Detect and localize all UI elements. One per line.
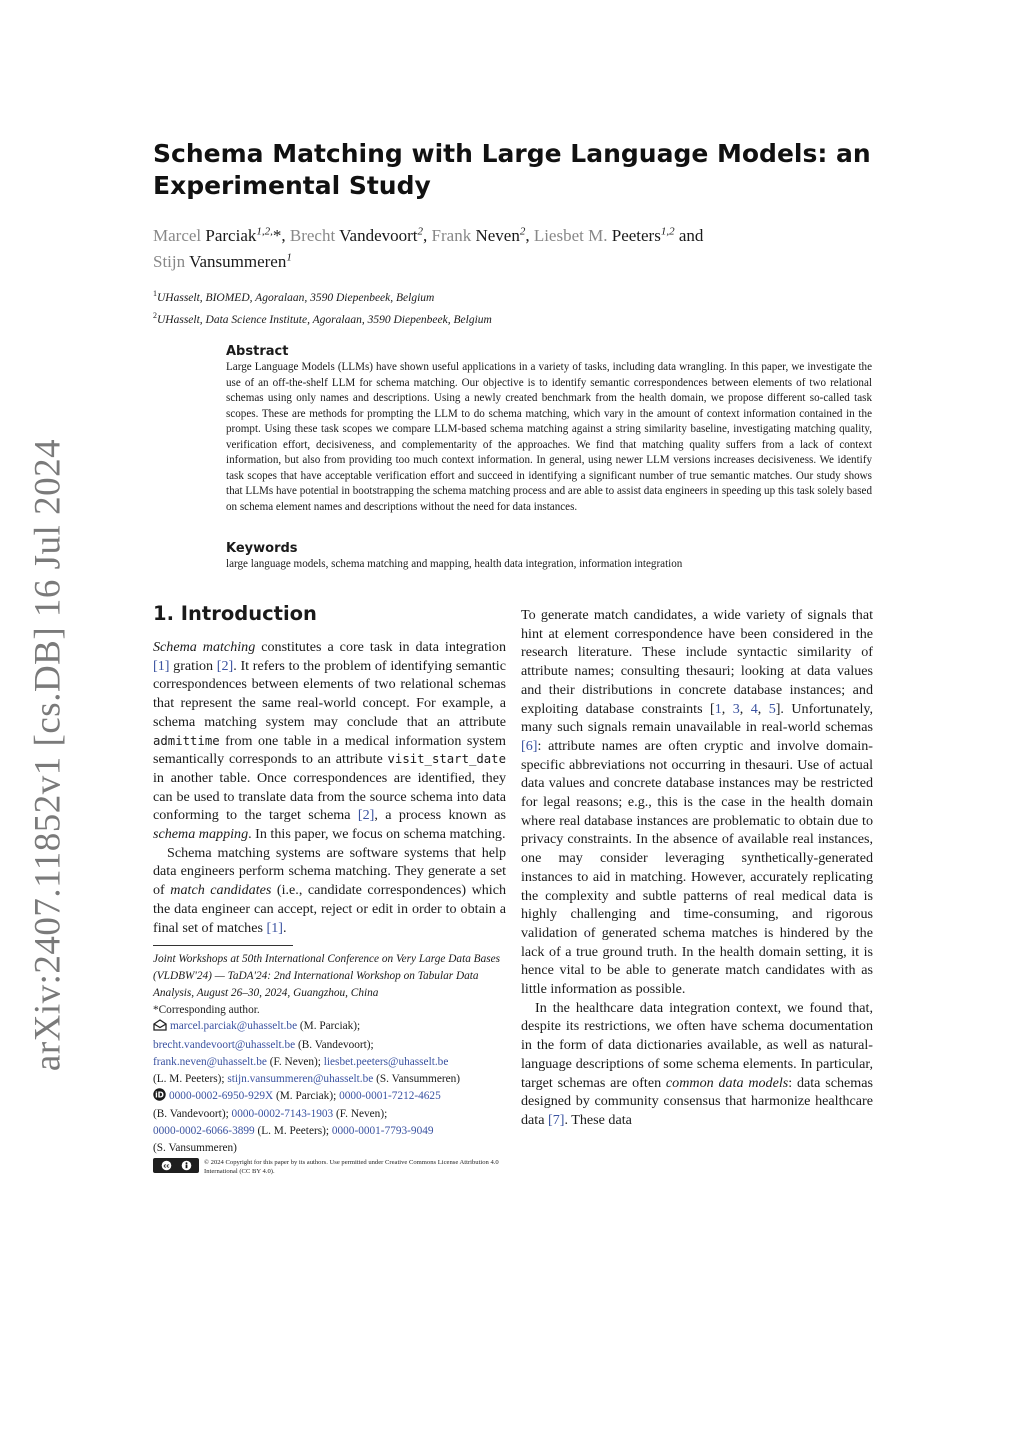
affiliations (153, 285, 853, 329)
author: Marcel Parciak$^{1,2,}$*, (153, 225, 290, 245)
orcid-icon (153, 1088, 166, 1107)
abstract-block (226, 343, 872, 515)
left-column (153, 600, 506, 1176)
citation-link[interactable]: 4 (750, 700, 758, 717)
orcid-link[interactable]: 0000-0002-7143-1903 (231, 1108, 334, 1121)
orcid-link[interactable]: 0000-0001-7212-4625 (339, 1089, 441, 1102)
orcid-list: iD 0000-0002-6950-929X (M. Parciak); 0000-0001-7212-4625 (B. Vandevoort); 0000-0002-7143-1903 (F. Neven); 0000-0002-6066-3899 (L. M. Peeters); 0000-0001-7793-9049 (S. Vansummeren) (153, 1089, 441, 1155)
arxiv-id-text: arXiv:2407.11852v1 [cs.DB] 16 Jul 2024 (27, 438, 69, 1072)
conference-note: Joint Workshops at 50th International Conference on Very Large Data Bases (VLDBW'24) — TaDA'24: 2nd International Workshop on Tabular Data Analysis, August 26–30, 2024, Guangzhou, China (153, 953, 501, 999)
license-text: © 2024 Copyright for this paper by its authors. Use permitted under Creative Commons License Attribution 4.0 International (CC BY 4.0). (204, 1158, 499, 1175)
email-link[interactable]: frank.neven@uhasselt.be (153, 1056, 267, 1069)
citation-link[interactable]: 5 (768, 700, 776, 717)
abstract-text: Large Language Models (LLMs) have shown useful applications in a variety of tasks, including data wrangling. In this paper, we investigate the use of an off-the-shelf LLM for schema matching. Our objective is to identify semantic correspondences between elements of two relational schemas using only names and descriptions. Using a newly created benchmark from the health domain, we propose different so-called task scopes. These are methods for prompting the LLM to do schema matching, which vary in the amount of context information contained in the prompt. Using these task scopes we compare LLM-based schema matching against a string similarity baseline, investigating matching quality, verification effort, decisiveness, and complementarity of the approaches. We find that matching quality suffers from a lack of context information, but also from providing too much context information. In general, using newer LLM versions increases decisiveness. We identify task scopes that have acceptable verification effort and succeed in identifying a significant number of true semantic matches. Our study shows that LLMs have potential in bootstrapping the schema matching process and are able to assist data engineers in speeding up this task solely based on schema element names and descriptions without the need for data instances. (226, 361, 872, 513)
keywords-heading: Keywords (226, 541, 298, 556)
section-heading-introduction: 1. Introduction (153, 602, 317, 625)
cc-icon (161, 1160, 172, 1171)
author-list (153, 220, 853, 273)
right-column (521, 606, 873, 1130)
email-link[interactable]: stijn.vansummeren@uhasselt.be (227, 1072, 374, 1085)
svg-text:cc: cc (163, 1163, 169, 1170)
citation-link[interactable]: [2] (216, 657, 234, 674)
citation-link[interactable]: [1] (266, 919, 283, 936)
title-line-2: Experimental Study (153, 171, 431, 200)
email-link[interactable]: marcel.parciak@uhasselt.be (170, 1020, 298, 1033)
orcid-link[interactable]: 0000-0002-6066-3899 (153, 1125, 255, 1138)
keywords-text: large language models, schema matching and mapping, health data integration, information integration (226, 558, 683, 570)
paper-title (153, 138, 873, 202)
attribution-icon (181, 1160, 192, 1171)
corresponding-note: *Corresponding author. (153, 1003, 260, 1016)
code-visit-start-date: visit_start_date (387, 752, 506, 767)
email-list: marcel.parciak@uhasselt.be (M. Parciak); brecht.vandevoort@uhasselt.be (B. Vandevoort); frank.neven@uhasselt.be (F. Neven); liesbet.peeters@uhasselt.be (L. M. Peeters); stijn.vansummeren@uhasselt.be (S. Vansummeren) (153, 1020, 461, 1085)
affiliation: $^2$UHasselt, Data Science Institute, Agoralaan, 3590 Diepenbeek, Belgium (153, 310, 492, 326)
email-link[interactable]: brecht.vandevoort@uhasselt.be (153, 1039, 296, 1052)
email-link[interactable]: liesbet.peeters@uhasselt.be (323, 1056, 449, 1069)
orcid-link[interactable]: 0000-0001-7793-9049 (331, 1125, 434, 1138)
affiliation: $^1$UHasselt, BIOMED, Agoralaan, 3590 Diepenbeek, Belgium (153, 289, 435, 304)
keywords-block (226, 540, 872, 572)
title-line-1: Schema Matching with Large Language Models: an (153, 139, 871, 168)
author: Stijn Vansummeren$^1$ (153, 251, 292, 272)
intro-paragraph-4: In the healthcare data integration context, we found that, despite its restrictions, we often have schema documentation in the form of data dictionaries available, as well as natural-language descriptions of some schema elements. In particular, target schemas are often common data models: data schemas designed by community consensus that harmonize healthcare data [7]. These data (521, 999, 873, 1128)
citation-link[interactable]: 3 (732, 700, 740, 717)
citation-link[interactable]: [7] (548, 1111, 565, 1128)
footnotes (153, 951, 506, 1176)
envelope-icon (153, 1019, 167, 1037)
citation-link[interactable]: [2] (357, 807, 375, 824)
citation-link[interactable]: [6] (521, 737, 538, 754)
license-block (153, 1158, 506, 1176)
code-admittime: admittime (153, 733, 220, 748)
intro-paragraph-1: Schema matching constitutes a core task in data integration [1] gration [2]. It refers to the problem of identifying semantic correspondences between elements of two relational schemas that represent the same real-world concept. For example, a schema matching system may conclude that an attribute admittime from one table in a medical information system semantically corresponds to an attribute visit_start_date in another table. Once correspondences are identified, they can be used to translate data from the source schema into data conforming to the target schema [2], a process known as schema mapping. In this paper, we focus on schema matching. (153, 639, 506, 843)
author: Frank Neven$^2$, (431, 225, 534, 245)
arxiv-identifier (22, 438, 74, 1072)
footnote-rule (153, 945, 293, 946)
citation-link[interactable]: [1] (153, 657, 170, 674)
author: Brecht Vandevoort$^2$, (289, 225, 432, 245)
cc-by-badge[interactable] (153, 1158, 199, 1173)
intro-paragraph-2: Schema matching systems are software systems that help data engineers perform schema matching. They generate a set of match candidates (i.e., candidate correspondences) which the data engineer can accept, reject or edit in order to obtain a final set of matches [1]. (153, 844, 507, 936)
abstract-heading: Abstract (226, 344, 289, 359)
citation-link[interactable]: 1 (714, 700, 722, 717)
intro-paragraph-3: To generate match candidates, a wide variety of signals that hint at element correspondence have been considered in the research literature. These include syntactic similarity of attribute names; consulting thesauri; looking at data values and their distributions in concrete database instances; and exploiting database constraints [1, 3, 4, 5]. Unfortunately, many such signals remain unavailable in real-world schemas [6]: attribute names are often cryptic and involve domain-specific abbreviations not occurring in thesauri. Use of actual data values and concrete database instances may be restricted for legal reasons; e.g., this is the case in the health domain where real database instances are problematic to obtain due to privacy constraints. In the absence of available real instances, one may consider leveraging synthetically-generated instances to aid in matching. However, accurately replicating the complexity and subtle patterns of real medical data is highly challenging and time-consuming, and rigorous validation of generated schema matches is hindered by the lack of a true ground truth. In the health domain setting, it is hence vital to be able to generate match candidates with as little information as possible. (521, 607, 874, 998)
svg-text:iD: iD (155, 1089, 164, 1099)
orcid-link[interactable]: 0000-0002-6950-929X (169, 1089, 274, 1102)
author: Liesbet M. Peeters$^{1,2}$ and (533, 225, 704, 245)
